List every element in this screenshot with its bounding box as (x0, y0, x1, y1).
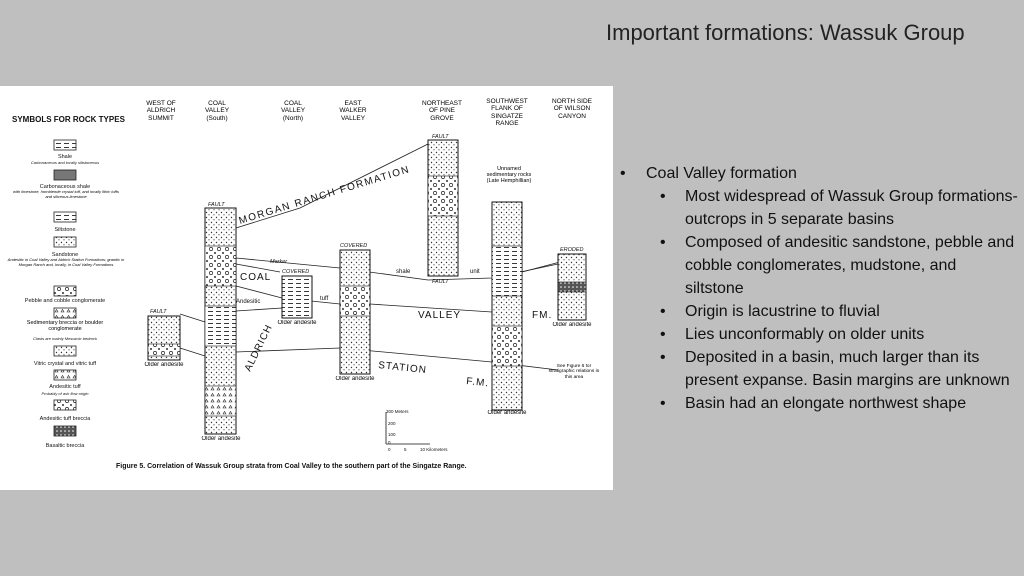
column-coal-south-layer (205, 306, 236, 346)
covered-label: COVERED (282, 269, 310, 275)
column-header: WEST OF ALDRICH SUMMIT (146, 100, 176, 122)
column-header: COAL VALLEY (North) (280, 100, 306, 122)
column-headers (138, 98, 592, 142)
legend-swatch-andesitic-tuff (54, 370, 76, 380)
legend-label: Andesitic tuff breccia (39, 416, 91, 422)
tuff-label: tuff (320, 296, 329, 302)
column-pine-grove-layer (428, 176, 458, 216)
column-header: COAL VALLEY (South) (204, 100, 230, 122)
older-andesite-label: Older andesite (552, 322, 592, 328)
scale-km-tick: 0 (388, 447, 391, 452)
scale-tick: 0 (388, 440, 391, 445)
column-east-walker-layer (340, 286, 370, 316)
older-andesite-label: Older andesite (144, 362, 184, 368)
legend-label: Shale (57, 154, 73, 160)
column-singatze (492, 202, 522, 410)
figure-caption: Figure 5. Correlation of Wassuk Group strata from Coal Valley to the southern part of the Singatze Range. (116, 463, 467, 470)
legend-note: with limestone, hornblende crystal tuff, and locally lithic tuffs and siliceous limestone (13, 190, 119, 199)
legend-swatch-shale (54, 140, 76, 150)
legend-title: SYMBOLS FOR ROCK TYPES (12, 115, 125, 124)
legend-swatch-carb-shale (54, 170, 76, 180)
notes-panel (620, 162, 1018, 415)
legend-label: Pebble and cobble conglomerate (24, 298, 106, 304)
notes-bullet: • Lies unconformably on older units (620, 323, 1018, 346)
legend-label: Siltstone (54, 227, 76, 233)
correlation-figure (0, 86, 613, 490)
older-andesite-label: Older andesite (335, 376, 375, 382)
formation-label-station: STATION (377, 360, 428, 377)
legend-label: Basaltic breccia (45, 443, 85, 449)
fault-label: FAULT (208, 202, 225, 208)
formation-label-coal: COAL (240, 272, 272, 283)
fault-label: FAULT (432, 279, 449, 285)
fault-label: FAULT (432, 134, 449, 140)
column-singatze-layer (492, 326, 522, 366)
column-west-aldrich-layer (148, 344, 180, 356)
marker-label: Marker (270, 259, 288, 265)
legend-swatch-breccia (54, 308, 76, 318)
notes-bullet: • Basin had an elongate northwest shape (620, 392, 1018, 415)
legend-label: Vitric crystal and vitric tuff (33, 361, 97, 367)
notes-bullet: • Deposited in a basin, much larger than its present expanse. Basin margins are unknown (620, 346, 1018, 392)
eroded-label: ERODED (560, 247, 584, 253)
legend-swatch-conglomerate (54, 286, 76, 296)
notes-bullet: • Composed of andesitic sandstone, pebble and cobble conglomerates, mudstone, and siltstone (620, 231, 1018, 300)
notes-bullet: • Most widespread of Wassuk Group formations- outcrops in 5 separate basins (620, 185, 1018, 231)
formation-label-valley: VALLEY (418, 310, 462, 321)
column-coal-south-layer (205, 386, 236, 416)
fault-label: FAULT (150, 309, 167, 315)
older-andesite-label: Older andesite (277, 320, 317, 326)
legend-swatch-siltstone (54, 212, 76, 222)
scale-tick: 200 (388, 421, 396, 426)
scale-km-tick: 10 Kilometers (420, 447, 448, 452)
older-andesite-label: Older andesite (201, 436, 241, 442)
legend-note: Clasts are mainly Mesozoic bedrock (32, 336, 98, 341)
slide-title: Important formations: Wassuk Group (606, 20, 965, 45)
legend-label: Sandstone (51, 252, 79, 258)
legend-label: Andesitic tuff (49, 384, 81, 390)
legend-swatch-tuff-breccia (54, 400, 76, 410)
legend-note: Andesitic in Coal Valley and Aldrich Station Formations; granitic in Morgan Ranch and, locally, in Coal Valley Formations (7, 258, 125, 267)
legend-label: Sedimentary breccia or boulder conglomerate (26, 320, 104, 332)
notes-list (620, 162, 1018, 415)
column-header: SOUTHWEST FLANK OF SINGATZE RANGE (486, 98, 528, 128)
unnamed-rocks-label: Unnamed sedimentary rocks (Late Hemphillian) (486, 166, 532, 185)
legend (6, 140, 126, 449)
covered-label: COVERED (340, 243, 368, 249)
column-header: EAST WALKER VALLEY (339, 100, 367, 122)
column-wilson-canyon-layer (558, 282, 586, 292)
legend-swatch-sandstone (54, 237, 76, 247)
unit-label: unit (470, 269, 480, 275)
column-singatze-layer (492, 246, 522, 296)
see-figure-note: See Figure 6 for stratigraphic relations in this area (548, 364, 600, 380)
shale-label: shale (396, 269, 411, 275)
notes-heading: • Coal Valley formation (620, 162, 1018, 185)
andesitic-label: Andesitic (236, 299, 261, 305)
formation-label-morgan-ranch: MORGAN RANCH FORMATION (237, 164, 412, 227)
scale-meters-label: 300 Meters (386, 409, 409, 414)
legend-swatch-basaltic (54, 426, 76, 436)
column-coal-north (282, 276, 312, 318)
notes-bullet: • Origin is lacustrine to fluvial (620, 300, 1018, 323)
formation-label-fm1: FM. (532, 310, 553, 321)
scale-tick: 100 (388, 432, 396, 437)
older-andesite-label: Older andesite (487, 410, 527, 416)
legend-swatch-vitric-tuff (54, 346, 76, 356)
column-coal-south-layer (205, 246, 236, 286)
column-header: NORTH SIDE OF WILSON CANYON (552, 98, 592, 120)
formation-label-fm2: F.M. (465, 376, 490, 390)
legend-label: Carbonaceous shale (39, 184, 91, 190)
scale-bar (386, 409, 448, 452)
column-header: NORTHEAST OF PINE GROVE (422, 100, 462, 122)
formation-label-aldrich: ALDRICH (242, 322, 276, 374)
legend-note: Carbonaceous and locally siltstoneous (30, 160, 100, 165)
legend-note: Probably of ash flow origin (41, 391, 89, 396)
scale-km-tick: 5 (404, 447, 407, 452)
